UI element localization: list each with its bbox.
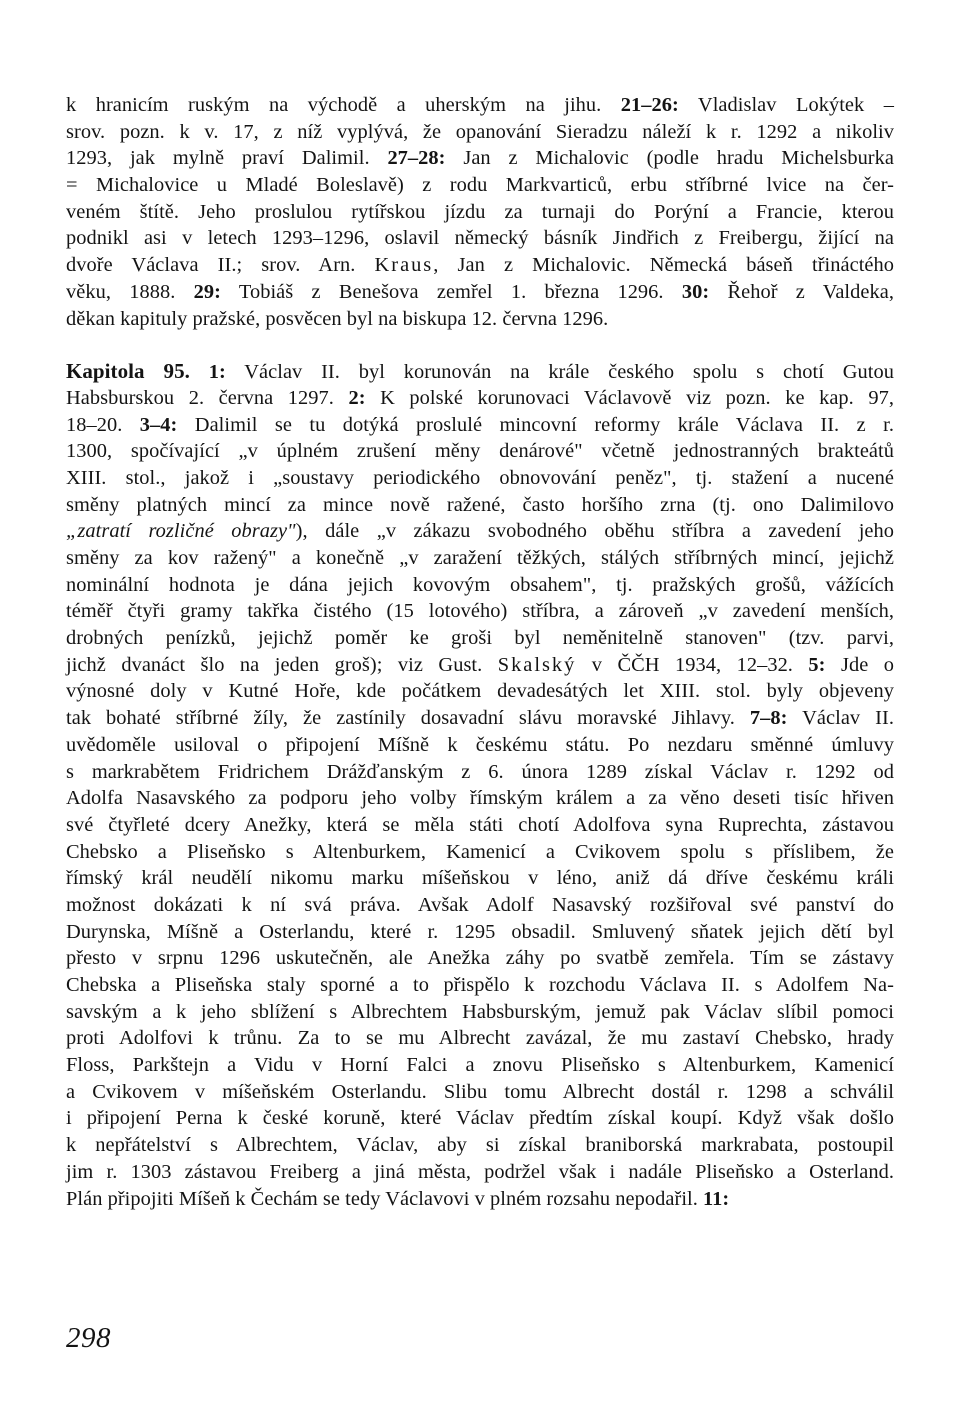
text-segment: věku, 1888. xyxy=(66,280,194,303)
text-line xyxy=(66,625,894,652)
text-segment: téměř čtyři gramy takřka čistého (15 lotového) stříbra, a zároveň „v zavedení menších, xyxy=(66,600,894,623)
text-segment: 1300, spočívající „v úplném zrušení měny denárové" včetně jednostranných brakteátů xyxy=(66,440,894,463)
text-segment: i připojení Perna k české koruně, které Václav předtím získal koupí. Když však došlo xyxy=(66,1107,894,1130)
text-line xyxy=(66,1186,894,1213)
text-line xyxy=(66,518,894,545)
text-line xyxy=(66,1025,894,1052)
text-line xyxy=(66,705,894,732)
text-line xyxy=(66,1052,894,1079)
text-line xyxy=(66,892,894,919)
text-segment: Plán připojiti Míšeň k Čechám se tedy Václavovi v plném rozsahu nepodařil. xyxy=(66,1187,704,1210)
text-segment: Adolfa Nasavského za podporu jeho volby římským králem a za věno deseti tisíc hřiven xyxy=(66,787,894,810)
paragraph xyxy=(66,92,894,332)
text-segment: jichž dvanáct šlo na jeden groš); viz Gust. xyxy=(66,653,498,676)
text-line xyxy=(66,598,894,625)
text-line xyxy=(66,972,894,999)
text-segment: srov. pozn. k v. 17, z níž vyplývá, že opanování Sieradzu náleží k r. 1292 a nikoliv xyxy=(66,120,894,143)
verse-reference: 2: xyxy=(348,386,366,409)
text-segment: tak bohaté stříbrné žíly, že zastínily dosavadní slávu moravské Jihlavy. xyxy=(66,707,750,730)
text-line xyxy=(66,785,894,812)
text-segment: přesto v srpnu 1296 uskutečněn, ale Anežka záhy po svatbě zemřela. Tím se zástavy xyxy=(66,947,894,970)
text-segment: Řehoř z Valdeka, xyxy=(709,280,894,303)
text-segment: a Cvikovem v míšeňském Osterlandu. Slibu tomu Albrecht dostál r. 1298 a schválil xyxy=(66,1080,894,1103)
text-line xyxy=(66,438,894,465)
text-line xyxy=(66,199,894,226)
text-segment: své čtyřleté dcery Anežky, která se měla státi chotí Adolfova syna Ruprechta, zástavou xyxy=(66,813,894,836)
author-name: Skalský xyxy=(497,653,577,676)
text-segment: podnikl asi v letech 1293–1296, oslavil německý básník Jindřich z Freibergu, žijící na xyxy=(66,227,894,250)
text-segment: výnosné doly v Kutné Hoře, kde počátkem devadesátých let XIII. stol. byly objeveny xyxy=(66,680,894,703)
text-segment: Floss, Parkštejn a Vidu v Horní Falci a znovu Pliseňsko s Altenburkem, Kamenicí xyxy=(66,1054,894,1077)
text-line xyxy=(66,759,894,786)
text-line xyxy=(66,839,894,866)
verse-reference: 3–4: xyxy=(139,413,178,436)
text-segment xyxy=(190,361,209,383)
text-line xyxy=(66,145,894,172)
text-segment: drobných penízků, jejichž poměr ke groši byl neměnitelně stanoven" (tzv. parvi, xyxy=(66,627,894,650)
text-segment: Václav II. xyxy=(787,707,894,730)
text-line xyxy=(66,252,894,279)
text-segment: K polské korunovaci Václavově viz pozn. ke kap. 97, xyxy=(365,386,894,409)
text-segment: Dalimil se tu dotýká proslulé mincovní reformy krále Václava II. z r. xyxy=(177,413,894,436)
text-segment: římský král neudělí nikomu marku míšeňskou v léno, aniž dá dříve českému králi xyxy=(66,867,894,890)
text-segment: Durynska, Míšně a Osterlandu, které r. 1295 obsadil. Smluvený sňatek jejich dětí byl xyxy=(66,920,894,943)
chapter-heading: Kapitola 95. xyxy=(66,359,190,384)
text-line xyxy=(66,92,894,119)
text-line xyxy=(66,865,894,892)
text-line xyxy=(66,919,894,946)
text-line xyxy=(66,492,894,519)
quotation: „zatratí rozličné obrazy" xyxy=(66,520,296,543)
text-segment: Habsburskou 2. června 1297. xyxy=(66,386,349,409)
text-line xyxy=(66,306,894,333)
text-line xyxy=(66,119,894,146)
text-segment: uvědoměle usiloval o připojení Míšně k českému státu. Po nezdaru směnné úmluvy xyxy=(66,733,894,756)
text-segment: , Jan z Michalovic. Německá báseň třináctého xyxy=(433,254,895,277)
verse-reference: 1: xyxy=(208,361,226,384)
text-segment: v ČČH 1934, 12–32. xyxy=(576,653,809,676)
verse-reference: 7–8: xyxy=(749,707,788,730)
text-segment: Chebska a Pliseňska staly sporné a to přispělo k rozchodu Václava II. s Adolfem Na- xyxy=(66,974,894,996)
document-body xyxy=(66,92,894,1212)
text-segment: Tobiáš z Benešova zemřel 1. března 1296. xyxy=(221,280,682,303)
text-segment: směny platných mincí za mince nově ražené, často horšího zrna (tj. ono Dalimilovo xyxy=(66,493,894,516)
verse-reference: 21–26: xyxy=(620,94,679,116)
text-segment: veném štítě. Jeho proslulou rytířskou jízdu za turnaji do Porýní a Francie, kterou xyxy=(66,200,894,223)
text-line xyxy=(66,545,894,572)
text-segment: k hranicím ruským na východě a uherským na jihu. xyxy=(66,94,621,116)
verse-reference: 29: xyxy=(193,280,221,303)
text-line xyxy=(66,279,894,306)
text-segment: možnost dokázati k ní svá práva. Avšak Adolf Nasavský rozšiřoval své panství do xyxy=(66,893,894,916)
text-segment: Jde o xyxy=(825,653,894,676)
verse-reference: 5: xyxy=(808,653,826,676)
verse-reference: 30: xyxy=(681,280,710,303)
text-segment: Vladislav Lokýtek – xyxy=(678,94,894,116)
paragraph-gap xyxy=(66,332,894,358)
text-segment: 1293, jak mylně praví Dalimil. xyxy=(66,147,388,170)
text-segment: proti Adolfovi k trůnu. Za to se mu Albrecht zavázal, že mu zastaví Chebsko, hrady xyxy=(66,1027,894,1050)
text-segment: 18–20. xyxy=(66,413,140,436)
text-line xyxy=(66,1079,894,1106)
text-segment: nominální hodnota je dána jejich kovovým obsahem", tj. pražských grošů, vážících xyxy=(66,573,894,596)
text-line xyxy=(66,1159,894,1186)
text-segment: dvoře Václava II.; srov. Arn. xyxy=(66,254,375,277)
text-segment: Jan z Michalovic (podle hradu Michelsburka xyxy=(445,147,894,170)
text-line xyxy=(66,732,894,759)
text-line xyxy=(66,999,894,1026)
text-segment: XIII. stol., jakož i „soustavy periodického obnovování peněz", tj. stažení a nucené xyxy=(66,466,894,489)
text-segment: k nepřátelství s Albrechtem, Václav, aby si získal braniborská markrabata, postoupil xyxy=(66,1134,894,1157)
verse-reference: 27–28: xyxy=(387,147,446,170)
text-segment: jim r. 1303 zástavou Freiberg a jiná města, podržel však i nadále Pliseňsko a Osterland. xyxy=(66,1160,894,1183)
text-segment: děkan kapituly pražské, posvěcen byl na biskupa 12. června 1296. xyxy=(66,307,609,330)
text-segment: směny za kov ražený" a konečně „v zaražení těžkých, stálých stříbrných mincí, jejichž xyxy=(66,547,894,569)
text-line xyxy=(66,1132,894,1159)
text-segment: = Michalovice u Mladé Boleslavě) z rodu Markvarticů, erbu stříbrné lvice na čer- xyxy=(66,174,894,197)
text-line xyxy=(66,572,894,599)
paragraph xyxy=(66,358,894,1212)
author-name: Kraus xyxy=(374,254,434,277)
text-line xyxy=(66,412,894,439)
text-line xyxy=(66,812,894,839)
text-line xyxy=(66,358,894,385)
text-line xyxy=(66,385,894,412)
text-line xyxy=(66,465,894,492)
text-line xyxy=(66,652,894,679)
verse-reference: 11: xyxy=(703,1187,730,1210)
text-line xyxy=(66,678,894,705)
text-segment: s markrabětem Fridrichem Drážďanským z 6. února 1289 získal Václav r. 1292 od xyxy=(66,760,894,783)
text-line xyxy=(66,945,894,972)
text-line xyxy=(66,1105,894,1132)
page-number: 298 xyxy=(66,1322,111,1354)
text-line xyxy=(66,225,894,252)
text-segment: Chebsko a Pliseňsko s Altenburkem, Kamenicí a Cvikovem spolu s příslibem, že xyxy=(66,840,894,863)
text-line xyxy=(66,172,894,199)
text-segment: savským a k jeho sblížení s Albrechtem Habsburským, jemuž pak Václav slíbil pomoci xyxy=(66,1000,894,1023)
text-segment: ), dále „v zákazu svobodného oběhu stříbra a zavedení jeho xyxy=(295,520,895,543)
text-segment: Václav II. byl korunován na krále českého spolu s chotí Gutou xyxy=(225,361,894,384)
